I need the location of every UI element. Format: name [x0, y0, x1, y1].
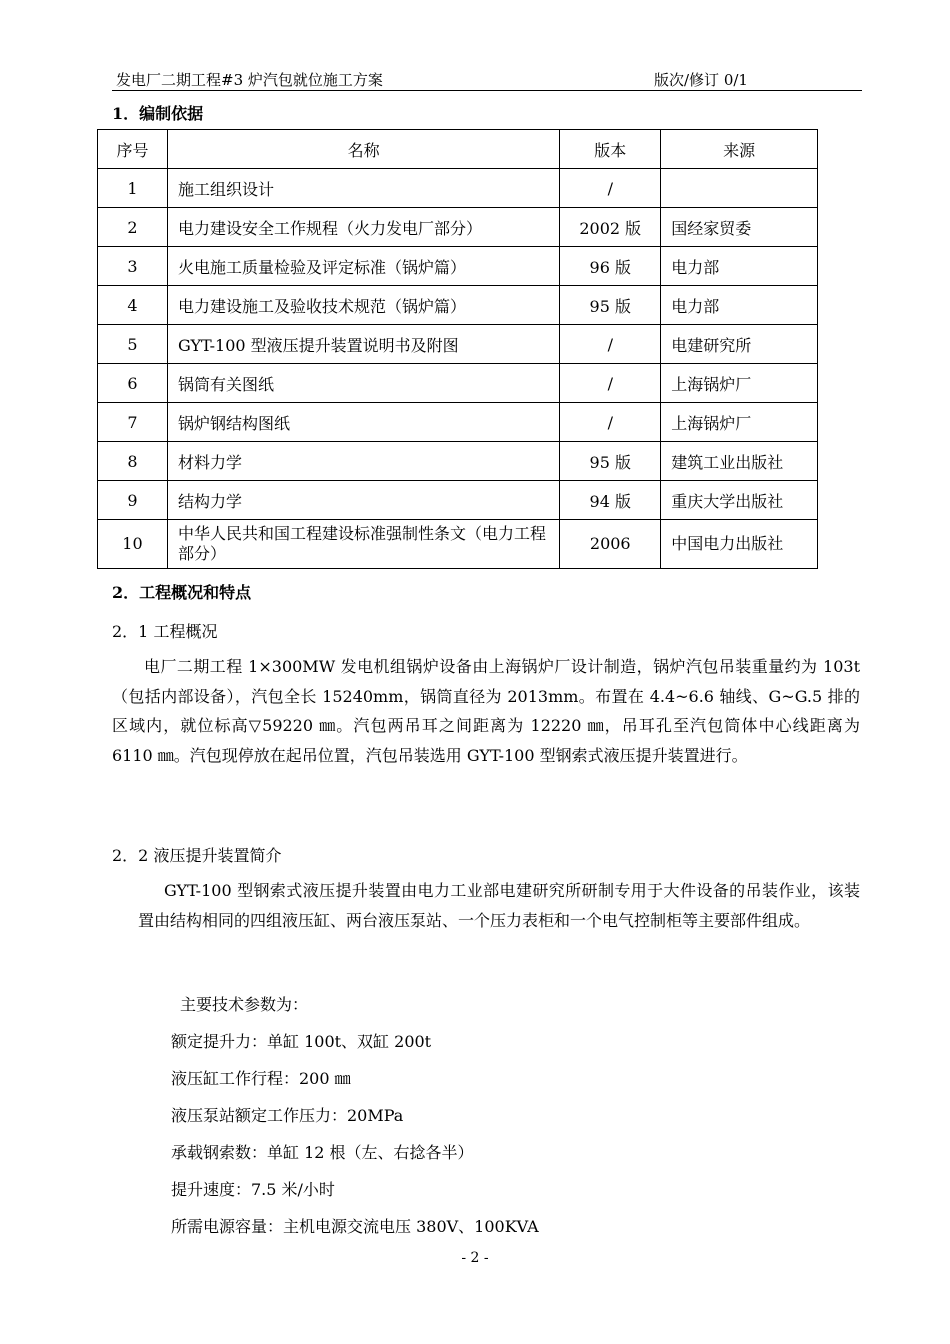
table-row [98, 364, 818, 403]
cell-source: 电力部 [661, 247, 818, 286]
reference-table [97, 129, 818, 569]
param-line: 承载钢索数：单缸 12 根（左、右捻各半） [171, 1143, 474, 1162]
cell-source: 上海锅炉厂 [661, 364, 818, 403]
cell-index: 8 [98, 442, 168, 481]
cell-index: 2 [98, 208, 168, 247]
table-row [98, 247, 818, 286]
section-1-title: 1．编制依据 [112, 104, 204, 123]
subsection-2-2-title: 2．2 液压提升装置简介 [112, 846, 282, 865]
cell-version: / [560, 325, 661, 364]
cell-source: 中国电力出版社 [661, 520, 818, 569]
cell-source: 国经家贸委 [661, 208, 818, 247]
cell-version: 94 版 [560, 481, 661, 520]
param-line: 液压缸工作行程：200 ㎜ [171, 1069, 351, 1088]
hydraulic-intro-paragraph: GYT-100 型钢索式液压提升装置由电力工业部电建研究所研制专用于大件设备的吊装作业，该装置由结构相同的四组液压缸、两台液压泵站、一个压力表柜和一个电气控制柜等主要部件组成。 [138, 881, 860, 930]
cell-version: / [560, 403, 661, 442]
header-index: 序号 [98, 130, 168, 169]
section-2-title: 2．工程概况和特点 [112, 583, 252, 602]
cell-version: 2002 版 [560, 208, 661, 247]
header-name: 名称 [167, 130, 559, 169]
cell-version: 96 版 [560, 247, 661, 286]
cell-source: 重庆大学出版社 [661, 481, 818, 520]
overview-paragraph: 电厂二期工程 1×300MW 发电机组锅炉设备由上海锅炉厂设计制造，锅炉汽包吊装重量约为 103t（包括内部设备），汽包全长 15240mm，锅筒直径为 2013mm。布置在 4.4~6.6 轴线、G~G.5 排的区域内，就位标高▽59220 ㎜。汽包两吊耳之间距离为 12220 ㎜，吊耳孔至汽包筒体中心线距离为 6110 ㎜。汽包现停放在起吊位置，汽包吊装选用 GYT-100 型钢索式液压提升装置进行。 [112, 657, 860, 765]
cell-index: 10 [98, 520, 168, 569]
cell-name: 材料力学 [167, 442, 559, 481]
param-line: 所需电源容量：主机电源交流电压 380V、100KVA [171, 1217, 539, 1236]
cell-index: 4 [98, 286, 168, 325]
cell-source: 电建研究所 [661, 325, 818, 364]
cell-name: 锅炉钢结构图纸 [167, 403, 559, 442]
table-row [98, 403, 818, 442]
table-row [98, 520, 818, 569]
cell-name: 火电施工质量检验及评定标准（锅炉篇） [167, 247, 559, 286]
subsection-2-1-title: 2．1 工程概况 [112, 622, 218, 641]
cell-source: 建筑工业出版社 [661, 442, 818, 481]
cell-index: 7 [98, 403, 168, 442]
table-row [98, 286, 818, 325]
version-label: 版次/修订 0/1 [654, 71, 748, 89]
cell-source: 上海锅炉厂 [661, 403, 818, 442]
cell-version: / [560, 169, 661, 208]
cell-name: GYT-100 型液压提升装置说明书及附图 [167, 325, 559, 364]
header-version: 版本 [560, 130, 661, 169]
cell-version: 2006 [560, 520, 661, 569]
page-header [112, 66, 862, 91]
cell-name: 结构力学 [167, 481, 559, 520]
table-row [98, 208, 818, 247]
table-row [98, 442, 818, 481]
table-header-row [98, 130, 818, 169]
param-line: 额定提升力：单缸 100t、双缸 200t [171, 1032, 432, 1051]
cell-name: 锅筒有关图纸 [167, 364, 559, 403]
param-line: 提升速度：7.5 米/小时 [171, 1180, 335, 1199]
page-number: - 2 - [461, 1250, 489, 1266]
table-row [98, 325, 818, 364]
cell-source [661, 169, 818, 208]
cell-version: 95 版 [560, 442, 661, 481]
cell-index: 5 [98, 325, 168, 364]
cell-version: 95 版 [560, 286, 661, 325]
header-source: 来源 [661, 130, 818, 169]
table-row [98, 481, 818, 520]
cell-name: 施工组织设计 [167, 169, 559, 208]
cell-version: / [560, 364, 661, 403]
document-title: 发电厂二期工程#3 炉汽包就位施工方案 [116, 71, 383, 89]
params-title: 主要技术参数为： [180, 995, 309, 1014]
cell-source: 电力部 [661, 286, 818, 325]
cell-index: 9 [98, 481, 168, 520]
param-line: 液压泵站额定工作压力：20MPa [171, 1106, 404, 1125]
table-row [98, 169, 818, 208]
cell-index: 3 [98, 247, 168, 286]
cell-name: 电力建设施工及验收技术规范（锅炉篇） [167, 286, 559, 325]
cell-index: 1 [98, 169, 168, 208]
cell-name: 电力建设安全工作规程（火力发电厂部分） [167, 208, 559, 247]
cell-index: 6 [98, 364, 168, 403]
cell-name: 中华人民共和国工程建设标准强制性条文（电力工程部分） [167, 520, 559, 569]
